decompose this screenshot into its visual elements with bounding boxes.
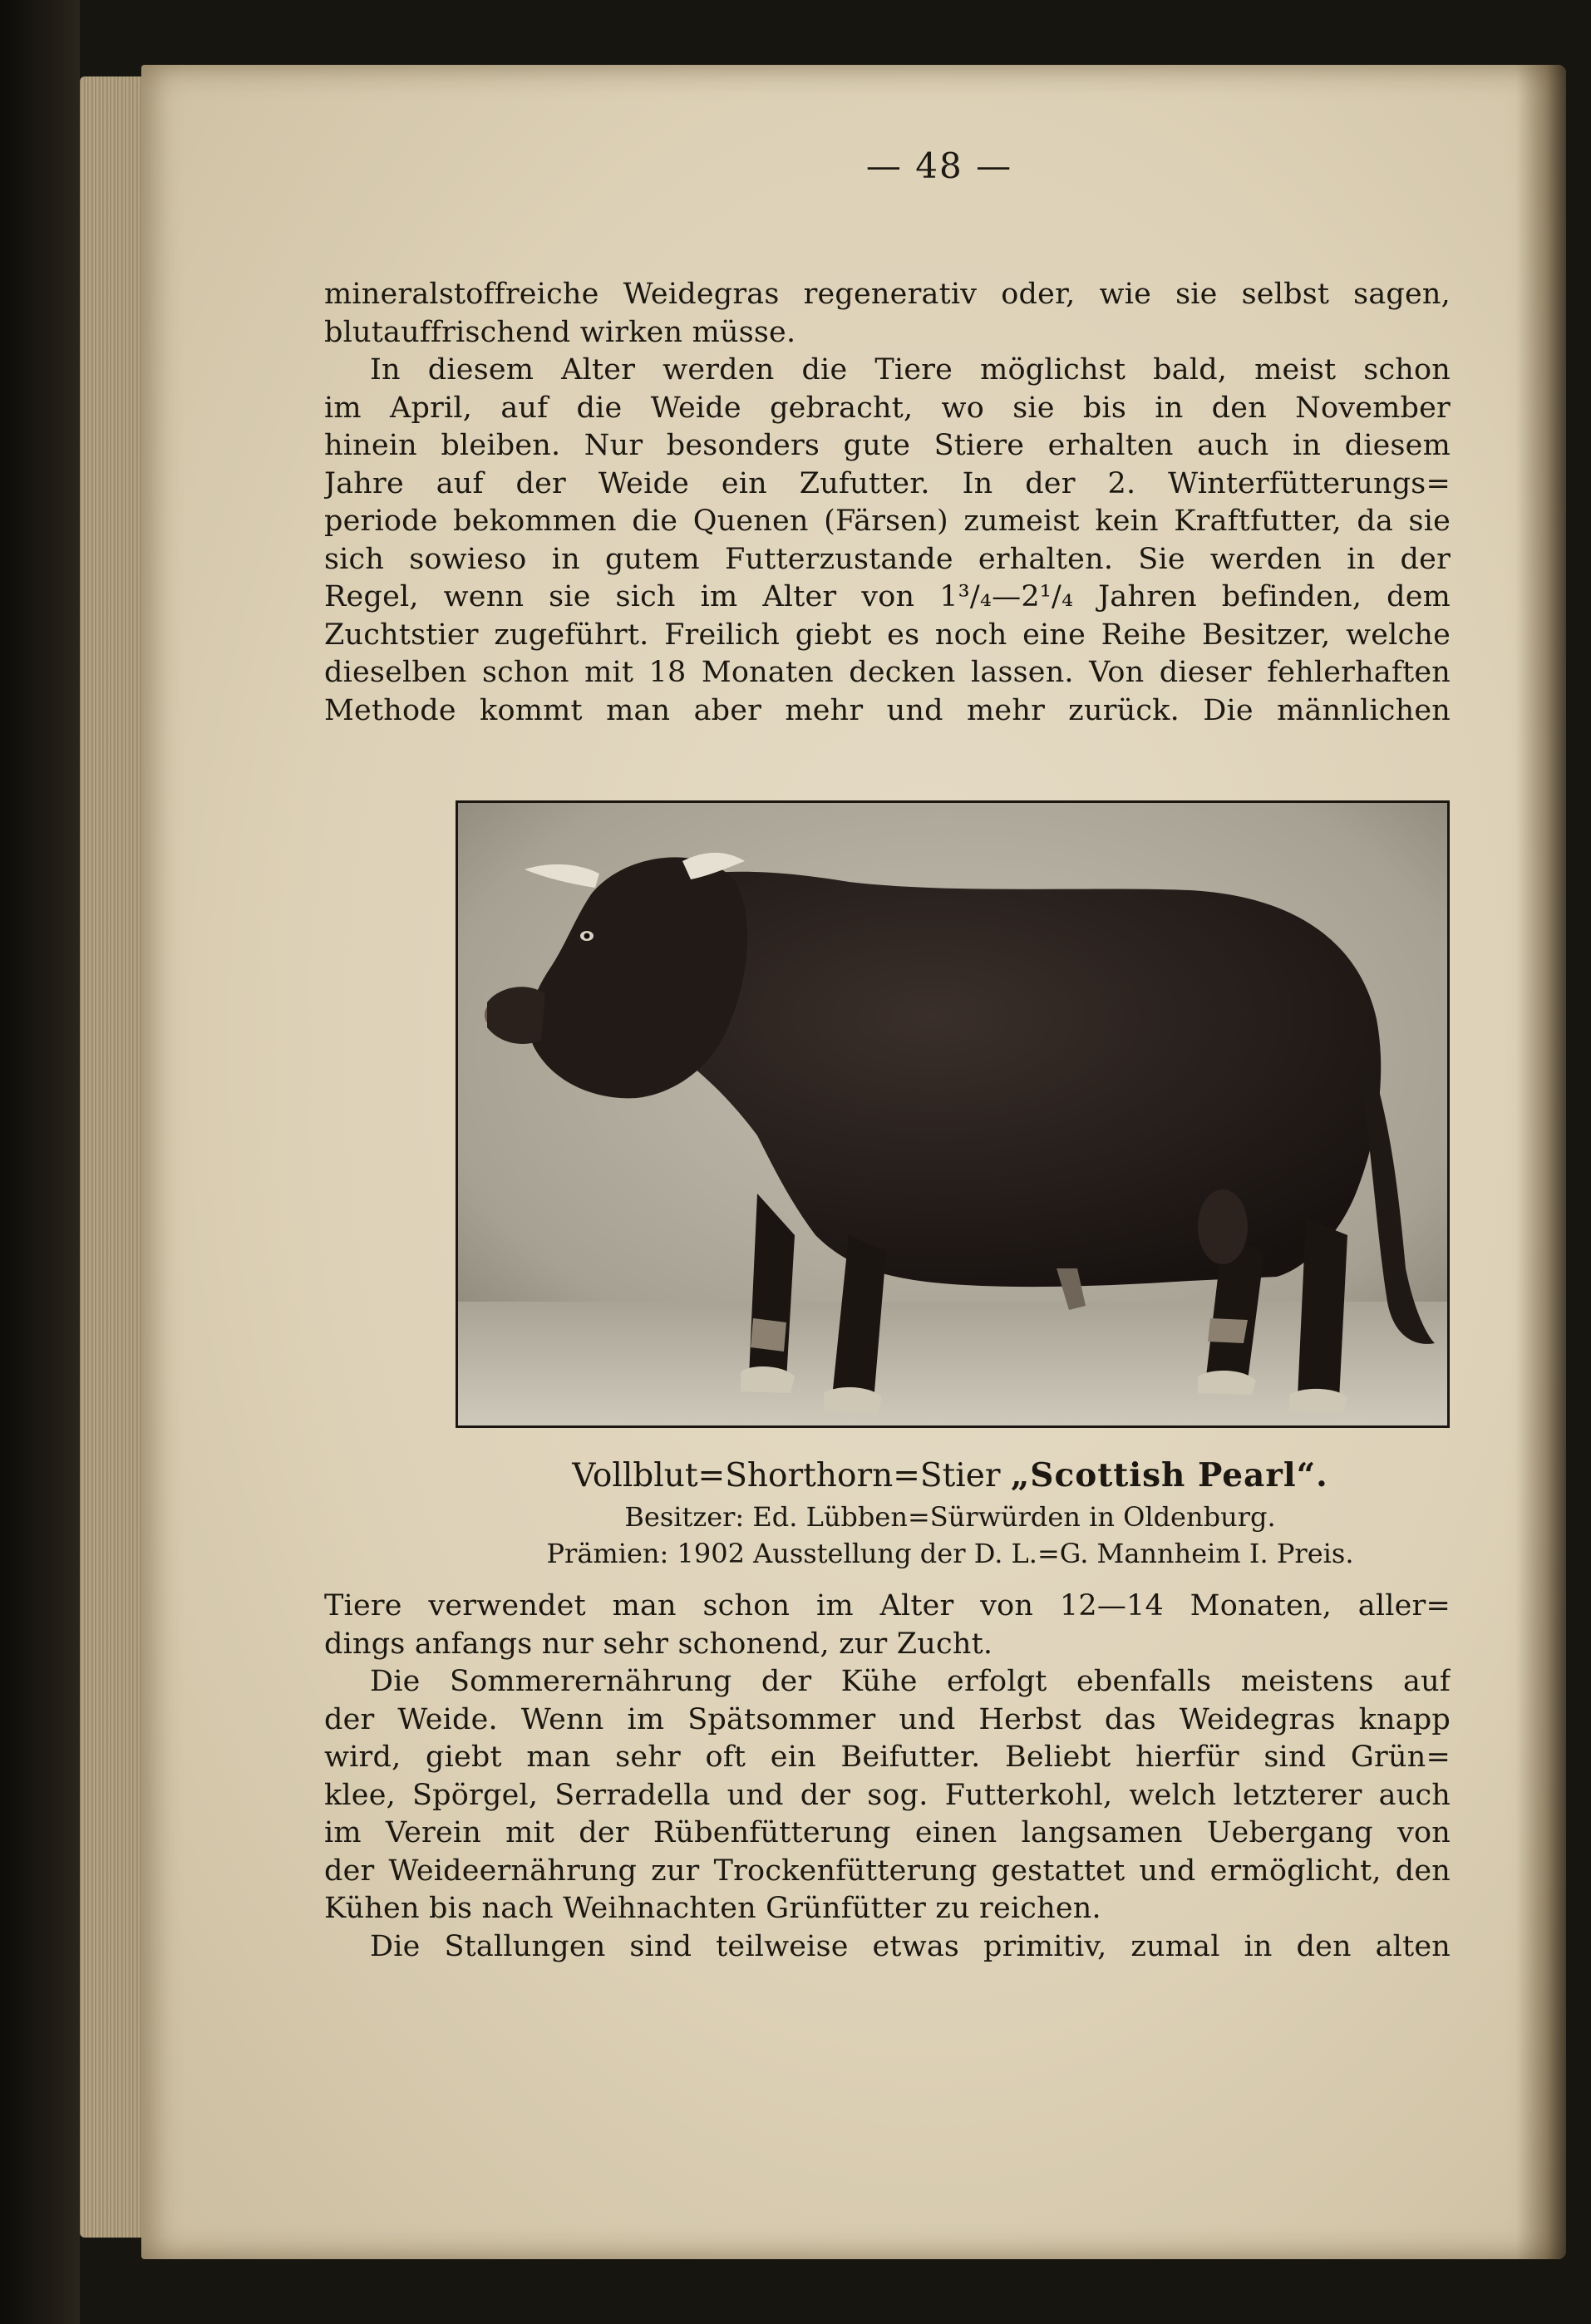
text-line: der Weideernährung zur Trockenfütterung gestattet und ermöglicht, den <box>324 1854 1451 1888</box>
text-line: Methode kommt man aber mehr und mehr zurück. Die männlichen <box>324 693 1451 727</box>
text-line: blutauffrischend wirken müsse. <box>324 315 796 349</box>
text-line: hinein bleiben. Nur besonders gute Stiere erhalten auch in diesem <box>324 429 1451 462</box>
caption-prefix: Vollblut=Shorthorn=Stier <box>572 1457 1001 1494</box>
page-number: — 48 — <box>865 145 1013 186</box>
text-line: In diesem Alter werden die Tiere möglichst bald, meist schon <box>370 353 1451 387</box>
bull-photograph <box>456 800 1450 1428</box>
text-line: mineralstoffreiche Weidegras regenerativ oder, wie sie selbst sagen, <box>324 278 1451 311</box>
book-binding <box>0 0 80 2324</box>
text-line: im April, auf die Weide gebracht, wo sie bis in den November <box>324 391 1451 425</box>
text-line: der Weide. Wenn im Spätsommer und Herbst das Weidegras knapp <box>324 1702 1451 1736</box>
text-block-bottom <box>324 1588 1451 1966</box>
text-line: wird, giebt man sehr oft ein Beifutter. Beliebt hierfür sind Grün= <box>324 1741 1451 1774</box>
text-line: Tiere verwendet man schon im Alter von 12—14 Monaten, aller= <box>324 1589 1451 1622</box>
page-gutter-shadow <box>1516 65 1566 2259</box>
text-line: klee, Spörgel, Serradella und der sog. Futterkohl, welch letzterer auch <box>324 1778 1451 1812</box>
text-line: Regel, wenn sie sich im Alter von 1³/₄—2¹/₄ Jahren befinden, dem <box>324 580 1451 613</box>
figure-caption-title <box>456 1456 1445 1494</box>
caption-bull-name: „Scottish Pearl“. <box>1010 1456 1328 1494</box>
figure-caption-owner: Besitzer: Ed. Lübben=Sürwürden in Oldenburg. <box>624 1501 1276 1533</box>
text-line: im Verein mit der Rübenfütterung einen langsamen Uebergang von <box>324 1816 1451 1849</box>
text-line: Zuchtstier zugeführt. Freilich giebt es noch eine Reihe Besitzer, welche <box>324 618 1451 652</box>
text-line: Jahre auf der Weide ein Zufutter. In der 2. Winterfütterungs= <box>324 466 1451 500</box>
text-line: sich sowieso in gutem Futterzustande erhalten. Sie werden in der <box>324 542 1451 576</box>
text-line: dings anfangs nur sehr schonend, zur Zucht. <box>324 1627 993 1661</box>
text-line: Die Sommerernährung der Kühe erfolgt ebenfalls meistens auf <box>370 1665 1451 1698</box>
bull-illustration <box>458 803 1447 1425</box>
text-line: Die Stallungen sind teilweise etwas primitiv, zumal in den alten <box>370 1929 1451 1963</box>
text-block-top <box>324 276 1451 730</box>
text-line: periode bekommen die Quenen (Färsen) zumeist kein Kraftfutter, da sie <box>324 505 1451 538</box>
figure-caption-prize: Prämien: 1902 Ausstellung der D. L.=G. Mannheim I. Preis. <box>546 1538 1354 1569</box>
text-line: Kühen bis nach Weihnachten Grünfütter zu reichen. <box>324 1892 1101 1925</box>
text-line: dieselben schon mit 18 Monaten decken lassen. Von dieser fehlerhaften <box>324 656 1451 689</box>
